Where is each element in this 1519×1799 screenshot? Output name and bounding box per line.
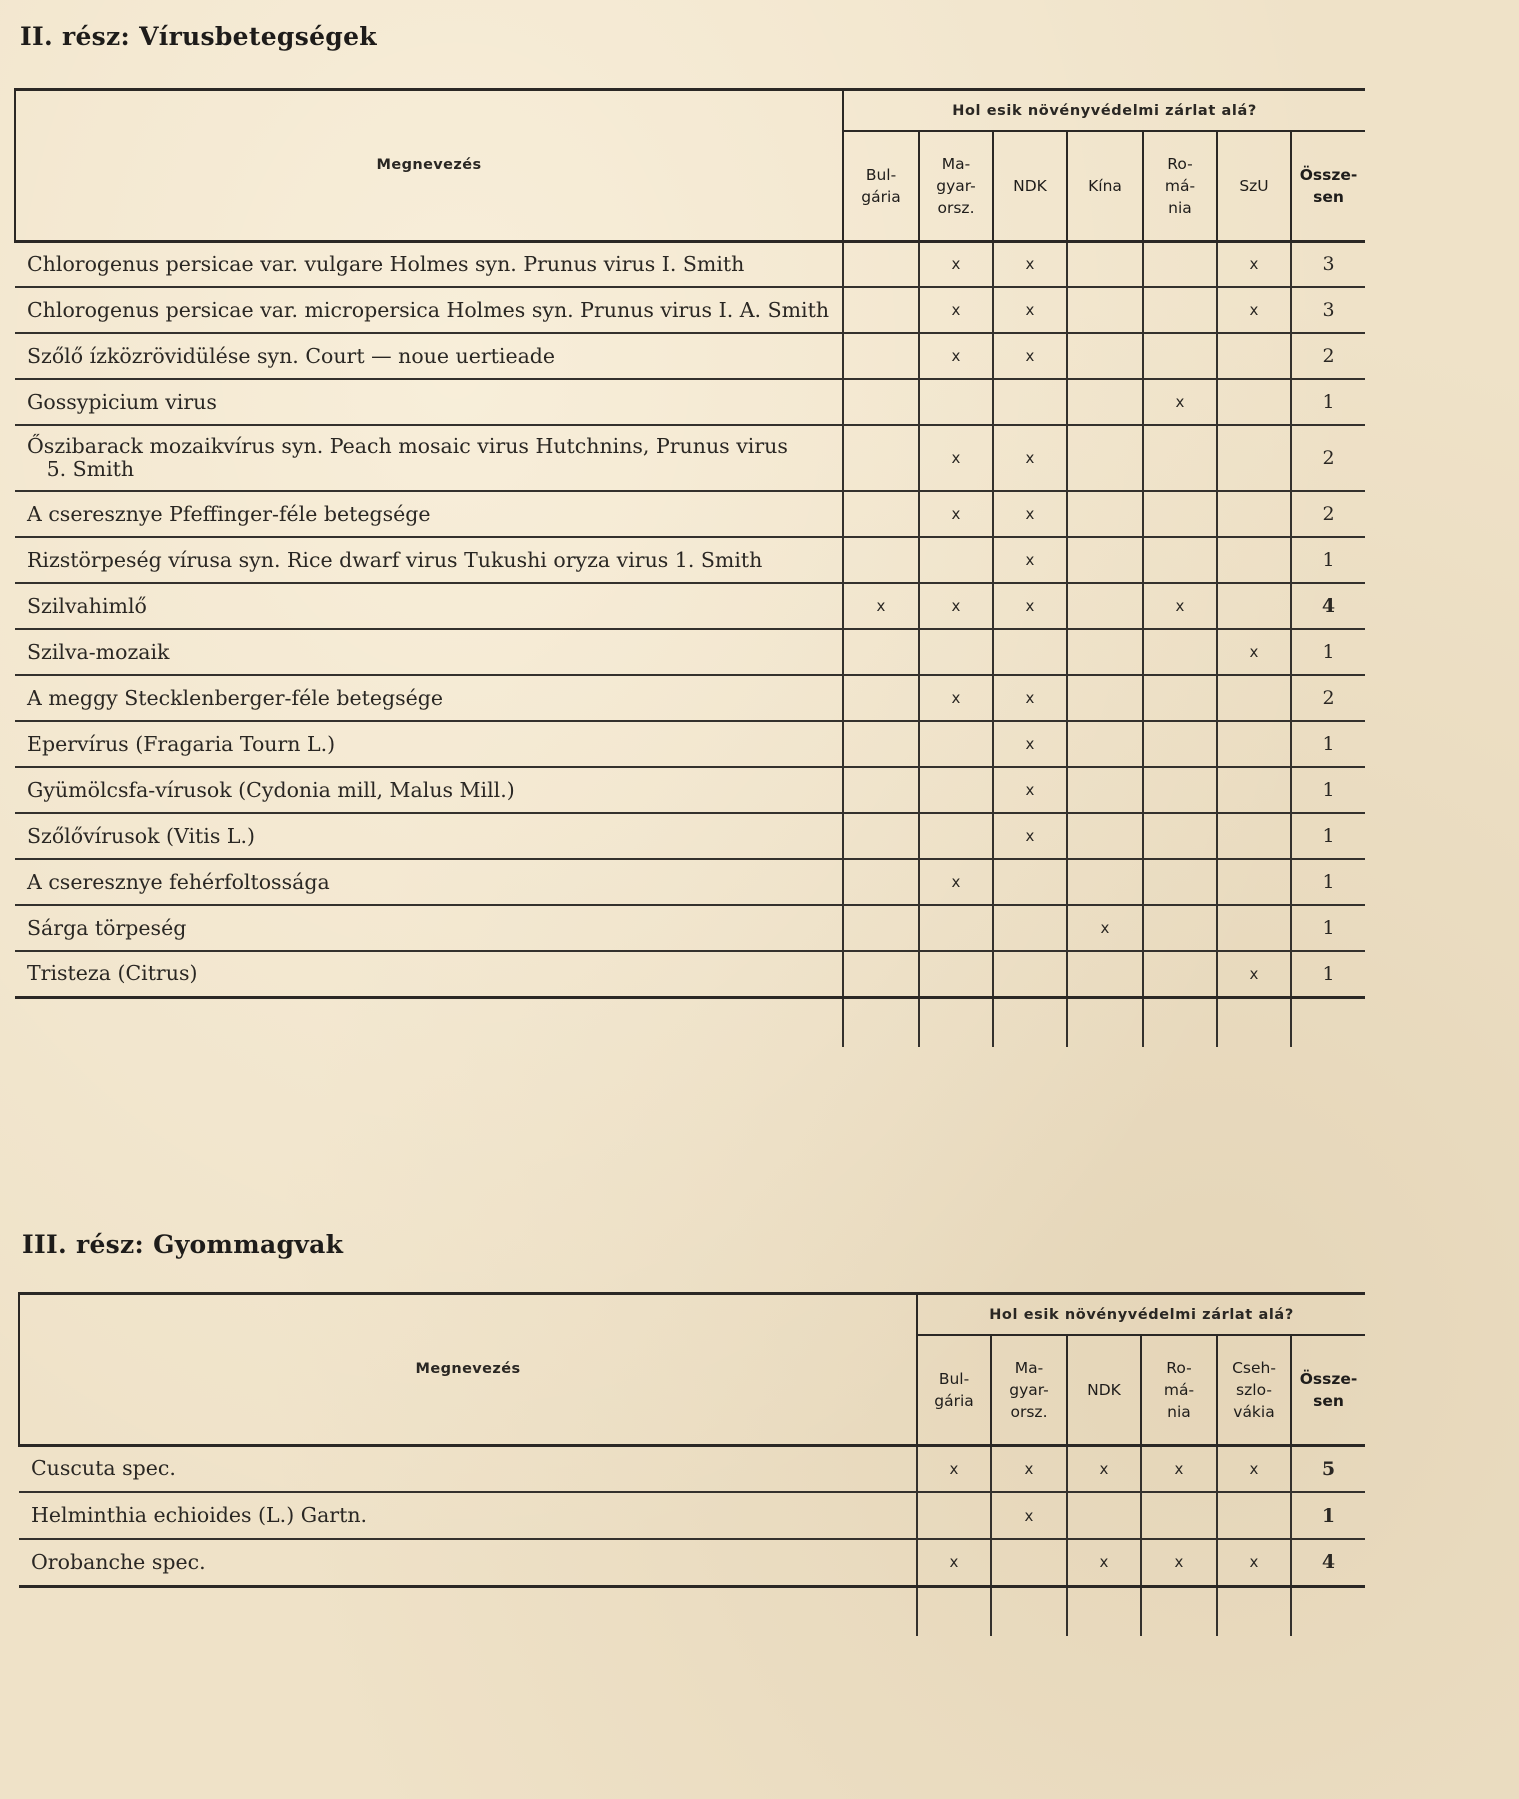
total-cell: 1 — [1291, 629, 1365, 675]
mark-cell — [1067, 241, 1143, 287]
mark-cell — [1067, 767, 1143, 813]
mark-cell — [1217, 813, 1291, 859]
table-tail — [15, 997, 1365, 1047]
mark-cell — [1143, 241, 1217, 287]
mark-cell — [1067, 425, 1143, 491]
tail-spacer — [15, 997, 843, 1047]
mark-cell — [1217, 675, 1291, 721]
mark-cell: x — [1141, 1445, 1217, 1492]
mark-cell — [1067, 859, 1143, 905]
mark-cell — [843, 675, 919, 721]
column-header: NDK — [1067, 1335, 1141, 1445]
table-row — [15, 583, 1365, 629]
row-name: Őszibarack mozaikvírus syn. Peach mosaic virus Hutchnins, Prunus virus 5. Smith — [15, 425, 843, 491]
mark-cell: x — [919, 583, 993, 629]
section-title-virus-diseases: II. rész: Vírusbetegségek — [20, 22, 377, 51]
total-cell: 1 — [1291, 951, 1365, 997]
mark-cell — [843, 813, 919, 859]
mark-cell: x — [991, 1492, 1067, 1539]
mark-cell: x — [991, 1445, 1067, 1492]
mark-cell — [843, 425, 919, 491]
mark-cell — [1067, 629, 1143, 675]
mark-cell — [843, 951, 919, 997]
mark-cell — [1217, 425, 1291, 491]
tail-cell — [1143, 997, 1217, 1047]
row-name: Epervírus (Fragaria Tourn L.) — [15, 721, 843, 767]
tail-cell — [843, 997, 919, 1047]
mark-cell — [1143, 721, 1217, 767]
mark-cell: x — [919, 287, 993, 333]
mark-cell — [917, 1492, 991, 1539]
mark-cell: x — [917, 1539, 991, 1586]
mark-cell: x — [919, 241, 993, 287]
mark-cell — [1143, 287, 1217, 333]
total-cell: 3 — [1291, 241, 1365, 287]
table-row — [15, 767, 1365, 813]
column-header: Ma- gyar- orsz. — [919, 131, 993, 241]
row-name: Tristeza (Citrus) — [15, 951, 843, 997]
mark-cell — [919, 951, 993, 997]
table-row — [15, 675, 1365, 721]
total-cell: 1 — [1291, 905, 1365, 951]
mark-cell — [1143, 767, 1217, 813]
row-name: Szilva-mozaik — [15, 629, 843, 675]
mark-cell — [991, 1539, 1067, 1586]
column-header: Ro- má- nia — [1143, 131, 1217, 241]
row-name: Szőlővírusok (Vitis L.) — [15, 813, 843, 859]
mark-cell — [919, 537, 993, 583]
column-header: Ma- gyar- orsz. — [991, 1335, 1067, 1445]
mark-cell — [1217, 721, 1291, 767]
mark-cell: x — [1067, 1445, 1141, 1492]
total-cell: 4 — [1291, 583, 1365, 629]
mark-cell — [919, 813, 993, 859]
mark-cell — [843, 491, 919, 537]
tail-cell — [917, 1586, 991, 1636]
mark-cell: x — [843, 583, 919, 629]
mark-cell — [1067, 379, 1143, 425]
mark-cell — [843, 859, 919, 905]
section-title-weed-seeds: III. rész: Gyommagvak — [22, 1230, 344, 1259]
tail-cell — [1217, 997, 1291, 1047]
row-name: Cuscuta spec. — [19, 1445, 917, 1492]
mark-cell: x — [1217, 1445, 1291, 1492]
row-name: A cseresznye fehérfoltossága — [15, 859, 843, 905]
table-row — [15, 951, 1365, 997]
mark-cell — [1217, 767, 1291, 813]
mark-cell: x — [993, 491, 1067, 537]
mark-cell — [919, 629, 993, 675]
total-cell: 1 — [1291, 721, 1365, 767]
mark-cell: x — [1143, 379, 1217, 425]
table-row — [19, 1539, 1365, 1586]
table-row — [15, 905, 1365, 951]
tail-cell — [993, 997, 1067, 1047]
mark-cell — [1067, 951, 1143, 997]
virus-disease-table — [14, 88, 1365, 1047]
tail-cell — [1141, 1586, 1217, 1636]
mark-cell — [1067, 333, 1143, 379]
mark-cell: x — [993, 767, 1067, 813]
column-header: SzU — [1217, 131, 1291, 241]
mark-cell — [843, 287, 919, 333]
mark-cell: x — [993, 333, 1067, 379]
mark-cell: x — [919, 859, 993, 905]
mark-cell — [919, 767, 993, 813]
tail-spacer — [19, 1586, 917, 1636]
mark-cell — [1217, 379, 1291, 425]
column-header: Ro- má- nia — [1141, 1335, 1217, 1445]
mark-cell — [1067, 813, 1143, 859]
quarantine-group-header: Hol esik növényvédelmi zárlat alá? — [843, 90, 1365, 132]
table-row — [15, 721, 1365, 767]
mark-cell — [843, 537, 919, 583]
table-tail — [19, 1586, 1365, 1636]
mark-cell — [1067, 675, 1143, 721]
tail-cell — [1067, 1586, 1141, 1636]
table-row — [15, 241, 1365, 287]
mark-cell — [1217, 333, 1291, 379]
mark-cell — [843, 767, 919, 813]
name-column-header: Megnevezés — [19, 1294, 917, 1446]
tail-cell — [1291, 997, 1365, 1047]
mark-cell: x — [993, 425, 1067, 491]
mark-cell — [1143, 859, 1217, 905]
table-row — [15, 287, 1365, 333]
mark-cell: x — [993, 537, 1067, 583]
total-cell: 3 — [1291, 287, 1365, 333]
mark-cell: x — [1217, 951, 1291, 997]
mark-cell — [1217, 1492, 1291, 1539]
row-name: Sárga törpeség — [15, 905, 843, 951]
tail-cell — [919, 997, 993, 1047]
total-cell: 5 — [1291, 1445, 1365, 1492]
mark-cell: x — [1217, 287, 1291, 333]
mark-cell: x — [919, 491, 993, 537]
mark-cell — [843, 721, 919, 767]
mark-cell — [1217, 491, 1291, 537]
mark-cell: x — [1217, 241, 1291, 287]
mark-cell — [1143, 675, 1217, 721]
table-row — [15, 537, 1365, 583]
mark-cell: x — [917, 1445, 991, 1492]
total-cell: 2 — [1291, 491, 1365, 537]
column-header: Kína — [1067, 131, 1143, 241]
mark-cell — [1067, 491, 1143, 537]
name-column-header: Megnevezés — [15, 90, 843, 242]
mark-cell — [993, 859, 1067, 905]
total-cell: 2 — [1291, 675, 1365, 721]
column-header: Össze- sen — [1291, 131, 1365, 241]
mark-cell — [993, 379, 1067, 425]
mark-cell — [1067, 287, 1143, 333]
row-name: A meggy Stecklenberger-féle betegsége — [15, 675, 843, 721]
mark-cell — [1143, 951, 1217, 997]
mark-cell: x — [1067, 905, 1143, 951]
total-cell: 4 — [1291, 1539, 1365, 1586]
column-header: Bul- gária — [843, 131, 919, 241]
total-cell: 2 — [1291, 333, 1365, 379]
mark-cell — [919, 905, 993, 951]
total-cell: 1 — [1291, 767, 1365, 813]
table-row — [15, 333, 1365, 379]
mark-cell — [1067, 583, 1143, 629]
mark-cell: x — [919, 425, 993, 491]
table-row — [19, 1445, 1365, 1492]
mark-cell — [993, 629, 1067, 675]
total-cell: 1 — [1291, 1492, 1365, 1539]
table-row — [15, 813, 1365, 859]
mark-cell: x — [993, 813, 1067, 859]
total-cell: 1 — [1291, 537, 1365, 583]
total-cell: 1 — [1291, 379, 1365, 425]
mark-cell — [1067, 537, 1143, 583]
mark-cell — [1143, 813, 1217, 859]
column-header: Bul- gária — [917, 1335, 991, 1445]
mark-cell — [1141, 1492, 1217, 1539]
row-name: Chlorogenus persicae var. vulgare Holmes syn. Prunus virus I. Smith — [15, 241, 843, 287]
row-name: Szőlő ízközrövidülése syn. Court — noue uertieade — [15, 333, 843, 379]
mark-cell: x — [1217, 1539, 1291, 1586]
mark-cell: x — [1143, 583, 1217, 629]
table-row — [15, 491, 1365, 537]
total-cell: 1 — [1291, 859, 1365, 905]
column-header: Össze- sen — [1291, 1335, 1365, 1445]
row-name: Orobanche spec. — [19, 1539, 917, 1586]
mark-cell: x — [919, 675, 993, 721]
mark-cell — [1067, 721, 1143, 767]
mark-cell — [919, 379, 993, 425]
mark-cell — [843, 333, 919, 379]
weed-seed-table — [18, 1292, 1365, 1636]
tail-cell — [991, 1586, 1067, 1636]
mark-cell: x — [993, 583, 1067, 629]
mark-cell — [1143, 629, 1217, 675]
row-name: Rizstörpeség vírusa syn. Rice dwarf virus Tukushi oryza virus 1. Smith — [15, 537, 843, 583]
mark-cell: x — [993, 241, 1067, 287]
mark-cell — [843, 379, 919, 425]
table-row — [15, 379, 1365, 425]
mark-cell: x — [993, 675, 1067, 721]
mark-cell — [843, 241, 919, 287]
tail-cell — [1217, 1586, 1291, 1636]
mark-cell: x — [1141, 1539, 1217, 1586]
mark-cell — [1143, 491, 1217, 537]
total-cell: 2 — [1291, 425, 1365, 491]
mark-cell — [1217, 859, 1291, 905]
table-row — [15, 425, 1365, 491]
mark-cell — [1067, 1492, 1141, 1539]
row-name: A cseresznye Pfeffinger-féle betegsége — [15, 491, 843, 537]
mark-cell — [1217, 583, 1291, 629]
row-name: Chlorogenus persicae var. micropersica Holmes syn. Prunus virus I. A. Smith — [15, 287, 843, 333]
mark-cell: x — [919, 333, 993, 379]
mark-cell — [843, 905, 919, 951]
mark-cell — [1143, 425, 1217, 491]
mark-cell: x — [1067, 1539, 1141, 1586]
mark-cell — [1143, 333, 1217, 379]
column-header: Cseh- szlo- vákia — [1217, 1335, 1291, 1445]
mark-cell: x — [993, 721, 1067, 767]
tail-cell — [1291, 1586, 1365, 1636]
mark-cell: x — [993, 287, 1067, 333]
total-cell: 1 — [1291, 813, 1365, 859]
tail-cell — [1067, 997, 1143, 1047]
table-row — [15, 629, 1365, 675]
mark-cell: x — [1217, 629, 1291, 675]
mark-cell — [1217, 537, 1291, 583]
mark-cell — [1143, 537, 1217, 583]
row-name: Szilvahimlő — [15, 583, 843, 629]
column-header: NDK — [993, 131, 1067, 241]
table-row — [15, 859, 1365, 905]
row-name: Gyümölcsfa-vírusok (Cydonia mill, Malus Mill.) — [15, 767, 843, 813]
mark-cell — [993, 951, 1067, 997]
table-row — [19, 1492, 1365, 1539]
row-name: Gossypicium virus — [15, 379, 843, 425]
row-name: Helminthia echioides (L.) Gartn. — [19, 1492, 917, 1539]
quarantine-group-header: Hol esik növényvédelmi zárlat alá? — [917, 1294, 1365, 1336]
mark-cell — [1143, 905, 1217, 951]
mark-cell — [1217, 905, 1291, 951]
mark-cell — [993, 905, 1067, 951]
mark-cell — [919, 721, 993, 767]
mark-cell — [843, 629, 919, 675]
